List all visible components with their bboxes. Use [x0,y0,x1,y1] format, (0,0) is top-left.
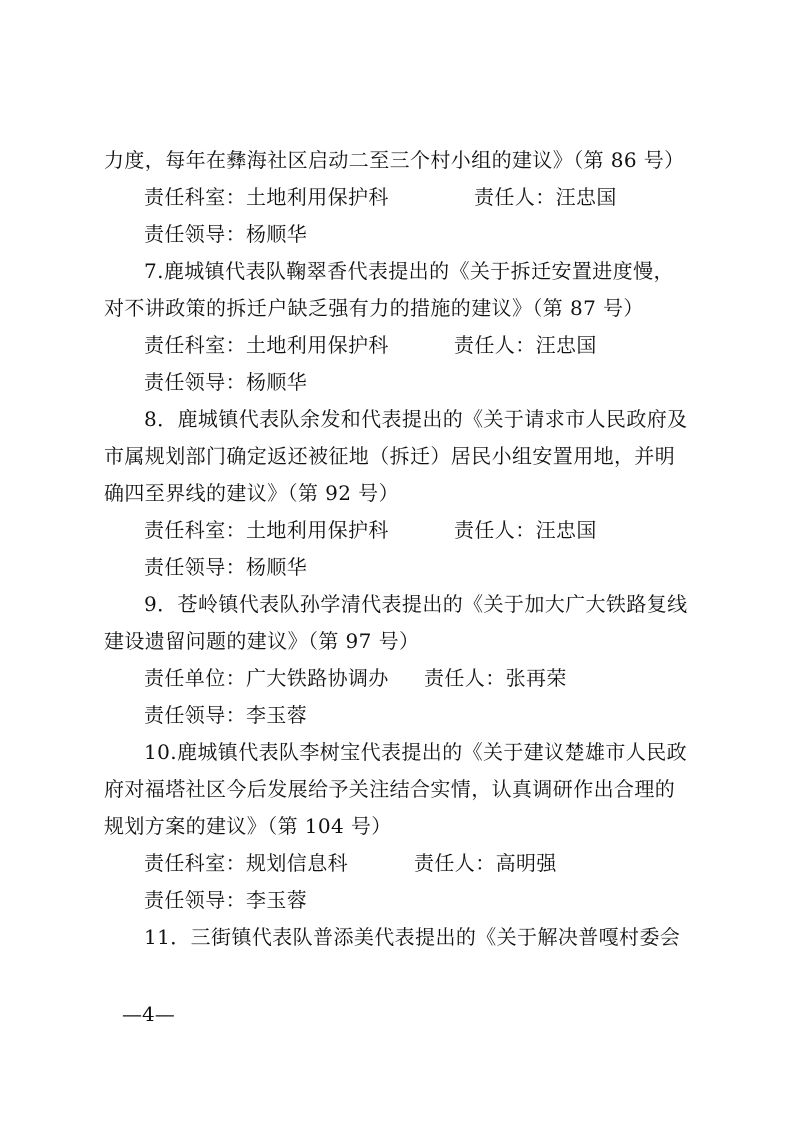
text-line: 9．苍岭镇代表队孙学清代表提出的《关于加大广大铁路复线 [144,592,688,616]
text-line: 确四至界线的建议》（第 92 号） [104,481,399,505]
responsible-person: 责任人：汪忠国 [454,518,597,542]
text-line: 8．鹿城镇代表队余发和代表提出的《关于请求市人民政府及 [144,407,688,431]
responsible-person: 责任人：汪忠国 [474,185,617,209]
text-line: 对不讲政策的拆迁户缺乏强有力的措施的建议》（第 87 号） [104,296,644,320]
responsible-office: 责任科室：土地利用保护科 [144,185,389,209]
text-line: 市属规划部门确定返还被征地（拆迁）居民小组安置用地，并明 [104,444,676,468]
text-line: 7.鹿城镇代表队鞠翠香代表提出的《关于拆迁安置进度慢， [144,259,674,283]
responsible-leader: 责任领导：杨顺华 [144,370,308,394]
responsible-leader: 责任领导：李玉蓉 [144,703,308,727]
text-line: 建设遗留问题的建议》（第 97 号） [104,629,420,653]
text-line: 11．三街镇代表队普添美代表提出的《关于解决普嘎村委会 [144,925,681,949]
responsible-office: 责任科室：土地利用保护科 [144,333,389,357]
responsible-person: 责任人：高明强 [414,851,557,875]
responsible-person: 责任人：汪忠国 [454,333,597,357]
text-line: 府对福塔社区今后发展给予关注结合实情，认真调研作出合理的 [104,777,676,801]
text-line: 10.鹿城镇代表队李树宝代表提出的《关于建议楚雄市人民政 [144,740,688,764]
responsible-leader: 责任领导：李玉蓉 [144,888,308,912]
text-line: 力度，每年在彝海社区启动二至三个村小组的建议》（第 86 号） [104,148,685,172]
responsible-leader: 责任领导：杨顺华 [144,555,308,579]
page-number: —4— [122,1002,175,1026]
text-line: 规划方案的建议》（第 104 号） [104,814,392,838]
responsible-office: 责任科室：规划信息科 [144,851,348,875]
responsible-person: 责任人：张再荣 [424,666,567,690]
responsible-unit: 责任单位：广大铁路协调办 [144,666,389,690]
responsible-office: 责任科室：土地利用保护科 [144,518,389,542]
responsible-leader: 责任领导：杨顺华 [144,222,308,246]
